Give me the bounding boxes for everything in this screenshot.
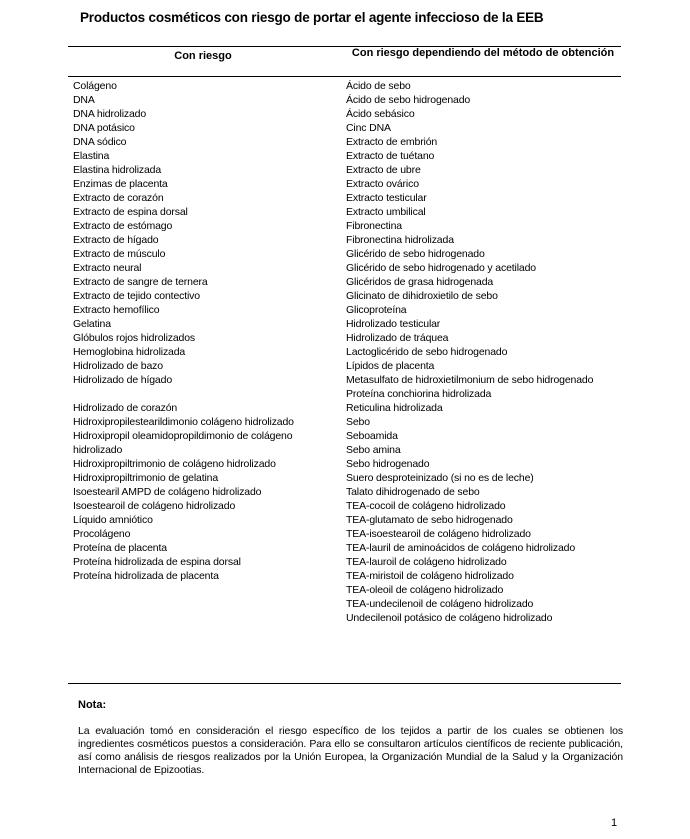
table-cell-con-riesgo: Isoestearoil de colágeno hidrolizado: [73, 500, 236, 512]
table-cell-con-riesgo: Extracto de corazón: [73, 192, 164, 204]
table-cell-con-riesgo-dependiendo: Extracto umbilical: [346, 206, 426, 218]
table-cell-con-riesgo: Glóbulos rojos hidrolizados: [73, 332, 196, 344]
table-cell-con-riesgo: Hidroxipropil oleamidopropildimonio de colágeno hidrolizado: [73, 430, 293, 456]
page-number: 1: [611, 817, 618, 829]
column-con-riesgo-dependiendo: [346, 79, 616, 625]
table-cell-con-riesgo-dependiendo: Ácido sebásico: [346, 108, 415, 120]
table-cell-con-riesgo-dependiendo: Seboamida: [346, 430, 398, 442]
table-cell-con-riesgo-dependiendo: Fibronectina: [346, 220, 402, 232]
table-header-rule: [68, 76, 621, 77]
table-cell-con-riesgo: Enzimas de placenta: [73, 178, 168, 190]
table-cell-con-riesgo: Hidroxipropiltrimonio de colágeno hidrolizado: [73, 458, 276, 470]
table-cell-con-riesgo-dependiendo: TEA-isoestearoil de colágeno hidrolizado: [346, 528, 531, 540]
note-text: La evaluación tomó en consideración el riesgo específico de los tejidos a partir de los cuales se obtienen los ingredientes cosméticos puestos a consideración. Para ello se consultaron artículos científicos de reciente publicación, así como análisis de riesgos realizados por la Unión Europea, la Organización Mundial de la Salud y la Organización Internacional de Epizootias.: [78, 725, 623, 776]
table-cell-con-riesgo: Extracto de estómago: [73, 220, 173, 232]
table-cell-con-riesgo-dependiendo: Glicinato de dihidroxietilo de sebo: [346, 290, 498, 302]
table-cell-con-riesgo-dependiendo: Hidrolizado testicular: [346, 318, 441, 330]
table-cell-con-riesgo: DNA: [73, 94, 95, 106]
document-title: Productos cosméticos con riesgo de portar el agente infeccioso de la EEB: [80, 10, 544, 25]
table-cell-con-riesgo: Extracto hemofílico: [73, 304, 160, 316]
table-cell-con-riesgo: Extracto de tejido contectivo: [73, 290, 200, 302]
table-cell-con-riesgo-dependiendo: Glicérido de sebo hidrogenado y acetilado: [346, 262, 536, 274]
table-cell-con-riesgo-dependiendo: TEA-oleoil de colágeno hidrolizado: [346, 584, 504, 596]
table-cell-con-riesgo: Extracto de músculo: [73, 248, 166, 260]
table-cell-con-riesgo-dependiendo: TEA-undecilenoil de colágeno hidrolizado: [346, 598, 534, 610]
table-cell-con-riesgo-dependiendo: Lactoglicérido de sebo hidrogenado: [346, 346, 508, 358]
table-cell-con-riesgo-dependiendo: Reticulina hidrolizada: [346, 402, 443, 414]
table-cell-con-riesgo: DNA hidrolizado: [73, 108, 147, 120]
table-cell-con-riesgo: Proteína hidrolizada de placenta: [73, 570, 219, 582]
table-cell-con-riesgo: Proteína hidrolizada de espina dorsal: [73, 556, 241, 568]
table-cell-con-riesgo: Proteína de placenta: [73, 542, 167, 554]
table-cell-con-riesgo-dependiendo: Glicoproteína: [346, 304, 407, 316]
table-cell-con-riesgo: Hemoglobina hidrolizada: [73, 346, 186, 358]
table-cell-con-riesgo-dependiendo: Hidrolizado de tráquea: [346, 332, 449, 344]
table-cell-con-riesgo: Procolágeno: [73, 528, 131, 540]
table-cell-con-riesgo: Isoestearil AMPD de colágeno hidrolizado: [73, 486, 262, 498]
table-bottom-rule: [68, 683, 621, 684]
column-header-con-riesgo-dependiendo: Con riesgo dependiendo del método de obtención: [351, 47, 615, 59]
column-con-riesgo: [73, 79, 343, 583]
table-cell-con-riesgo: [73, 387, 343, 401]
table-cell-con-riesgo-dependiendo: Cinc DNA: [346, 122, 391, 134]
table-cell-con-riesgo: Elastina: [73, 150, 110, 162]
table-cell-con-riesgo-dependiendo: Fibronectina hidrolizada: [346, 234, 454, 246]
table-cell-con-riesgo: Extracto de sangre de ternera: [73, 276, 208, 288]
table-cell-con-riesgo-dependiendo: TEA-lauril de aminoácidos de colágeno hidrolizado: [346, 542, 576, 554]
note-label: Nota:: [78, 699, 107, 711]
table-cell-con-riesgo: Elastina hidrolizada: [73, 164, 162, 176]
table-cell-con-riesgo-dependiendo: Lípidos de placenta: [346, 360, 435, 372]
column-header-con-riesgo: Con riesgo: [174, 50, 232, 62]
table-cell-con-riesgo-dependiendo: Glicérido de sebo hidrogenado: [346, 248, 485, 260]
table-cell-con-riesgo-dependiendo: TEA-glutamato de sebo hidrogenado: [346, 514, 513, 526]
table-cell-con-riesgo-dependiendo: Sebo hidrogenado: [346, 458, 430, 470]
table-cell-con-riesgo-dependiendo: Sebo amina: [346, 444, 401, 456]
table-cell-con-riesgo-dependiendo: Undecilenoil potásico de colágeno hidrolizado: [346, 612, 553, 624]
table-cell-con-riesgo-dependiendo: Ácido de sebo: [346, 80, 411, 92]
table-cell-con-riesgo-dependiendo: Metasulfato de hidroxietilmonium de sebo hidrogenado: [346, 374, 594, 386]
table-cell-con-riesgo-dependiendo: Sebo: [346, 416, 370, 428]
table-cell-con-riesgo: Hidrolizado de hígado: [73, 374, 173, 386]
table-cell-con-riesgo-dependiendo: TEA-lauroil de colágeno hidrolizado: [346, 556, 507, 568]
table-cell-con-riesgo-dependiendo: Extracto de tuétano: [346, 150, 435, 162]
table-cell-con-riesgo-dependiendo: Extracto ovárico: [346, 178, 419, 190]
table-cell-con-riesgo: Hidrolizado de bazo: [73, 360, 163, 372]
table-cell-con-riesgo: Líquido amniótico: [73, 514, 153, 526]
table-cell-con-riesgo: Hidrolizado de corazón: [73, 402, 178, 414]
table-cell-con-riesgo: Colágeno: [73, 80, 117, 92]
table-cell-con-riesgo: Extracto neural: [73, 262, 142, 274]
table-cell-con-riesgo: DNA potásico: [73, 122, 135, 134]
table-cell-con-riesgo-dependiendo: Talato dihidrogenado de sebo: [346, 486, 480, 498]
table-cell-con-riesgo-dependiendo: Glicéridos de grasa hidrogenada: [346, 276, 494, 288]
table-cell-con-riesgo: DNA sódico: [73, 136, 127, 148]
table-cell-con-riesgo-dependiendo: Extracto de ubre: [346, 164, 421, 176]
table-cell-con-riesgo-dependiendo: Ácido de sebo hidrogenado: [346, 94, 471, 106]
table-cell-con-riesgo: Hidroxipropilestearildimonio colágeno hidrolizado: [73, 416, 294, 428]
table-cell-con-riesgo: Gelatina: [73, 318, 111, 330]
table-cell-con-riesgo-dependiendo: Extracto de embrión: [346, 136, 438, 148]
table-cell-con-riesgo: Extracto de espina dorsal: [73, 206, 188, 218]
table-cell-con-riesgo-dependiendo: TEA-cocoil de colágeno hidrolizado: [346, 500, 506, 512]
table-cell-con-riesgo: Hidroxipropiltrimonio de gelatina: [73, 472, 219, 484]
table-cell-con-riesgo-dependiendo: Suero desproteinizado (si no es de leche): [346, 472, 534, 484]
table-cell-con-riesgo-dependiendo: TEA-miristoil de colágeno hidrolizado: [346, 570, 514, 582]
table-cell-con-riesgo: Extracto de hígado: [73, 234, 159, 246]
table-cell-con-riesgo-dependiendo: Extracto testicular: [346, 192, 427, 204]
table-cell-con-riesgo-dependiendo: Proteína conchiorina hidrolizada: [346, 388, 492, 400]
